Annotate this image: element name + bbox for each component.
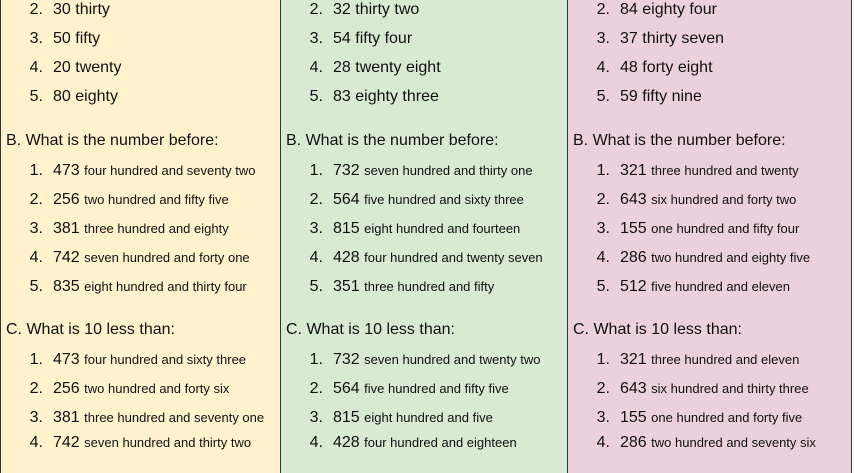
item-number: 381	[53, 409, 80, 426]
item-index: 5.	[309, 278, 323, 295]
item-index: 4.	[309, 434, 323, 451]
item-index: 2.	[309, 1, 323, 18]
item-words: four hundred and eighteen	[364, 435, 517, 450]
item-words: four hundred and sixty three	[84, 352, 247, 367]
item-words: eight hundred and fourteen	[364, 221, 521, 236]
item-number: 742	[53, 434, 80, 451]
item-words: eighty four	[642, 1, 717, 18]
item-words: fifty nine	[642, 88, 702, 105]
item-index: 3.	[309, 30, 323, 47]
item-words: five hundred and sixty three	[364, 192, 524, 207]
item-number: 321	[620, 162, 647, 179]
item-number: 643	[620, 380, 647, 397]
item-index: 3.	[596, 409, 610, 426]
item-words: two hundred and fifty five	[84, 192, 229, 207]
item-index: 1.	[596, 162, 610, 179]
item-number: 564	[333, 380, 360, 397]
section-c-cell	[568, 313, 852, 473]
item-number: 732	[333, 162, 360, 179]
item-index: 2.	[29, 1, 43, 18]
item-number: 50	[53, 30, 71, 47]
item-index: 2.	[309, 191, 323, 208]
item-index: 5.	[309, 88, 323, 105]
item-words: twenty eight	[355, 59, 441, 76]
item-index: 2.	[596, 191, 610, 208]
column-2	[281, 0, 568, 451]
item-number: 32	[333, 1, 351, 18]
item-index: 4.	[29, 249, 43, 266]
item-index: 1.	[309, 162, 323, 179]
item-words: three hundred and twenty	[651, 163, 799, 178]
item-words: eight hundred and five	[364, 410, 493, 425]
item-number: 155	[620, 409, 647, 426]
item-index: 3.	[309, 220, 323, 237]
section-b-heading: B. What is the number before:	[286, 132, 499, 149]
item-number: 351	[333, 278, 360, 295]
item-index: 4.	[596, 249, 610, 266]
item-words: one hundred and fifty four	[651, 221, 800, 236]
item-words: two hundred and eighty five	[651, 250, 811, 265]
item-number: 28	[333, 59, 351, 76]
item-words: three hundred and eighty	[84, 221, 229, 236]
item-index: 4.	[309, 249, 323, 266]
item-index: 4.	[596, 434, 610, 451]
item-words: three hundred and eleven	[651, 352, 800, 367]
item-index: 5.	[596, 88, 610, 105]
section-c-heading: C. What is 10 less than:	[286, 321, 455, 338]
item-words: five hundred and fifty five	[364, 381, 509, 396]
section-a-cell	[0, 0, 281, 125]
item-index: 1.	[309, 351, 323, 368]
item-words: thirty seven	[642, 30, 725, 47]
item-number: 473	[53, 351, 80, 368]
column-1	[0, 0, 281, 451]
item-index: 4.	[309, 59, 323, 76]
item-index: 3.	[29, 409, 43, 426]
item-number: 643	[620, 191, 647, 208]
item-index: 2.	[309, 380, 323, 397]
item-words: thirty	[75, 1, 110, 18]
item-number: 815	[333, 409, 360, 426]
item-number: 473	[53, 162, 80, 179]
item-words: four hundred and seventy two	[84, 163, 256, 178]
item-words: seven hundred and forty one	[84, 250, 250, 265]
item-index: 1.	[596, 351, 610, 368]
section-c-heading: C. What is 10 less than:	[6, 321, 175, 338]
item-index: 2.	[29, 380, 43, 397]
item-number: 286	[620, 249, 647, 266]
item-words: one hundred and forty five	[651, 410, 803, 425]
item-index: 5.	[29, 278, 43, 295]
item-number: 428	[333, 249, 360, 266]
item-words: five hundred and eleven	[651, 279, 790, 294]
item-index: 3.	[309, 409, 323, 426]
item-index: 3.	[596, 30, 610, 47]
item-index: 5.	[596, 278, 610, 295]
item-words: fifty	[75, 30, 101, 47]
item-index: 1.	[29, 351, 43, 368]
item-words: thirty two	[355, 1, 420, 18]
item-number: 256	[53, 380, 80, 397]
item-index: 4.	[29, 434, 43, 451]
item-number: 381	[53, 220, 80, 237]
item-words: four hundred and twenty seven	[364, 250, 543, 265]
item-words: forty eight	[642, 59, 713, 76]
item-words: six hundred and thirty three	[651, 381, 809, 396]
item-number: 321	[620, 351, 647, 368]
item-index: 3.	[29, 30, 43, 47]
item-index: 2.	[596, 1, 610, 18]
section-b-heading: B. What is the number before:	[573, 132, 786, 149]
item-words: eight hundred and thirty four	[84, 279, 247, 294]
item-number: 286	[620, 434, 647, 451]
item-number: 48	[620, 59, 638, 76]
item-number: 428	[333, 434, 360, 451]
item-number: 30	[53, 1, 71, 18]
section-a-cell	[281, 0, 568, 125]
item-number: 564	[333, 191, 360, 208]
item-number: 512	[620, 278, 647, 295]
item-number: 80	[53, 88, 71, 105]
item-number: 835	[53, 278, 80, 295]
section-a-cell	[568, 0, 852, 125]
item-number: 155	[620, 220, 647, 237]
item-words: seven hundred and twenty two	[364, 352, 541, 367]
item-index: 2.	[29, 191, 43, 208]
column-3	[568, 0, 852, 451]
item-words: fifty four	[355, 30, 413, 47]
item-number: 37	[620, 30, 638, 47]
item-words: twenty	[75, 59, 122, 76]
item-number: 732	[333, 351, 360, 368]
item-words: two hundred and forty six	[84, 381, 230, 396]
item-index: 2.	[596, 380, 610, 397]
item-index: 4.	[29, 59, 43, 76]
item-words: six hundred and forty two	[651, 192, 797, 207]
item-words: eighty three	[355, 88, 439, 105]
section-b-cell	[0, 124, 281, 314]
item-words: two hundred and seventy six	[651, 435, 816, 450]
item-index: 3.	[29, 220, 43, 237]
item-words: seven hundred and thirty one	[364, 163, 533, 178]
item-index: 1.	[29, 162, 43, 179]
item-number: 83	[333, 88, 351, 105]
item-number: 59	[620, 88, 638, 105]
item-words: three hundred and seventy one	[84, 410, 265, 425]
item-index: 4.	[596, 59, 610, 76]
item-words: seven hundred and thirty two	[84, 435, 252, 450]
item-index: 3.	[596, 220, 610, 237]
section-b-cell	[568, 124, 852, 314]
item-words: eighty	[75, 88, 118, 105]
item-number: 742	[53, 249, 80, 266]
item-words: three hundred and fifty	[364, 279, 495, 294]
section-c-heading: C. What is 10 less than:	[573, 321, 742, 338]
section-c-cell	[0, 313, 281, 473]
section-b-cell	[281, 124, 568, 314]
item-number: 256	[53, 191, 80, 208]
item-number: 84	[620, 1, 638, 18]
item-number: 815	[333, 220, 360, 237]
item-number: 20	[53, 59, 71, 76]
item-index: 5.	[29, 88, 43, 105]
section-c-cell	[281, 313, 568, 473]
item-number: 54	[333, 30, 351, 47]
section-b-heading: B. What is the number before:	[6, 132, 219, 149]
